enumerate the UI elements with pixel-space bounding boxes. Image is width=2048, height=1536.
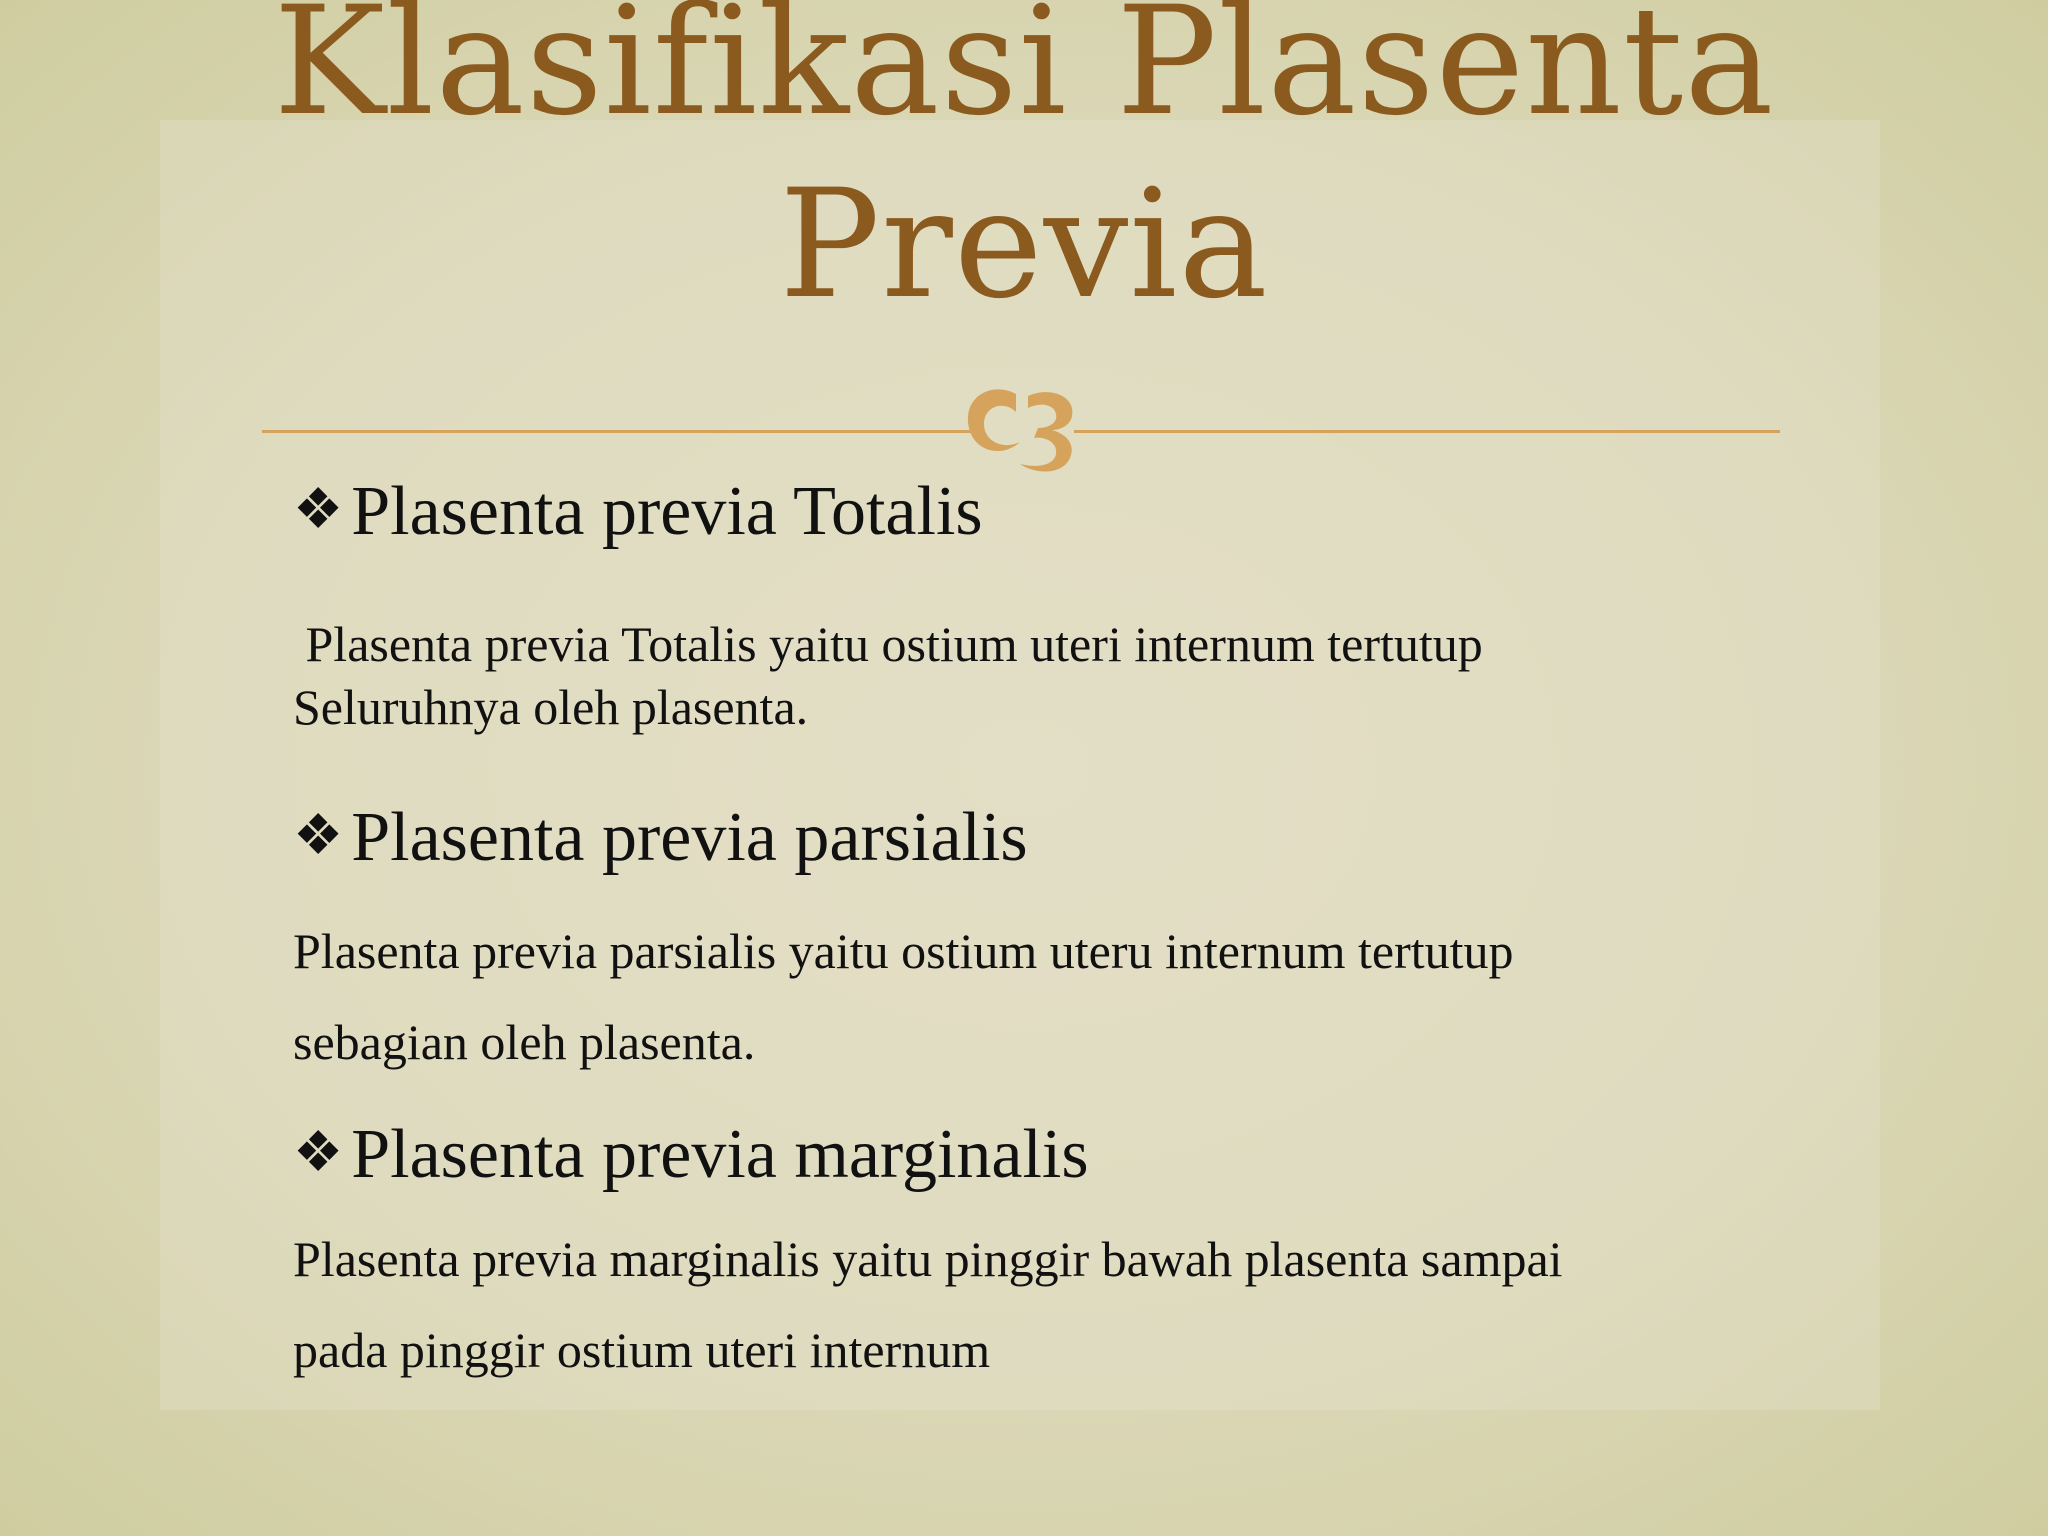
section-heading-text: Plasenta previa Totalis [351, 473, 983, 550]
section-body-line: Plasenta previa Totalis yaitu ostium uteri internum tertutup [293, 616, 1483, 672]
section-heading-marginalis [293, 1113, 1089, 1195]
diamond-bullet-icon: ❖ [293, 805, 344, 867]
section-heading-text: Plasenta previa marginalis [351, 1116, 1089, 1193]
ornamental-flourish-icon [954, 372, 1094, 482]
slide-title-line-2: Previa [779, 158, 1269, 332]
section-body-line: pada pinggir ostium uteri internum [293, 1322, 991, 1378]
section-heading-parsialis [293, 796, 1028, 878]
section-heading-text: Plasenta previa parsialis [351, 799, 1028, 876]
section-body-line: Seluruhnya oleh plasenta. [293, 679, 809, 735]
diamond-bullet-icon: ❖ [293, 479, 344, 541]
section-body-line: Plasenta previa parsialis yaitu ostium uteru internum tertutup [293, 923, 1514, 979]
divider-right [1074, 430, 1780, 433]
divider-left [262, 430, 974, 433]
section-heading-totalis [293, 470, 983, 552]
section-body-line: sebagian oleh plasenta. [293, 1014, 756, 1070]
section-body-line: Plasenta previa marginalis yaitu pinggir bawah plasenta sampai [293, 1231, 1563, 1287]
diamond-bullet-icon: ❖ [293, 1122, 344, 1184]
slide-title-line-1: Klasifikasi Plasenta [273, 0, 1775, 149]
